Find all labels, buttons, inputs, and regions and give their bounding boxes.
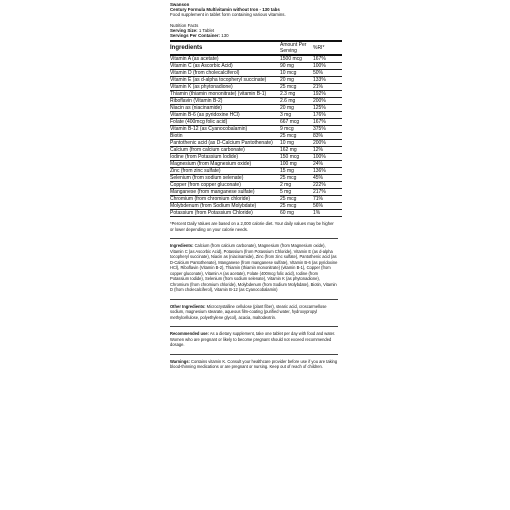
ingredient-name: Niacin as (niacinamide): [170, 105, 280, 112]
ingredient-amount: 667 mcg: [280, 119, 313, 126]
ingredient-name: Riboflavin (Vitamin B-2): [170, 98, 280, 105]
table-row: [170, 105, 342, 112]
ingredient-name: Calcium (from calcium carbonate): [170, 147, 280, 154]
ingredient-name: Vitamin D (from cholecalciferol): [170, 70, 280, 77]
nutrition-facts-title: Nutrition Facts: [170, 22, 199, 28]
ingredient-ri: 56%: [313, 203, 342, 210]
footnote: *Percent Daily Values are based on a 2,000 calorie diet. Your daily values may be higher or lower depending on your calorie needs.: [170, 221, 334, 232]
ingredient-ri: 222%: [313, 182, 342, 189]
ingredient-name: Vitamin B-12 (as Cyanocobalamin): [170, 126, 280, 133]
servings-value: 130: [221, 33, 229, 39]
table-row: [170, 175, 342, 182]
brand-name: Swanson: [170, 2, 190, 7]
servings-per-container: [170, 33, 342, 38]
ingredient-amount: 2.3 mg: [280, 91, 313, 98]
ingredient-amount: 1500 mcg: [280, 55, 313, 63]
ingredient-name: Chromium (from chromium chloride): [170, 196, 280, 203]
product-name: Century Formula Multivitamin without Iron - 130 tabs: [170, 7, 280, 13]
header-ri: %RI*: [313, 41, 342, 55]
ingredient-ri: 100%: [313, 63, 342, 70]
ingredient-ri: 217%: [313, 189, 342, 196]
table-row: [170, 182, 342, 189]
table-row: [170, 70, 342, 77]
ingredient-amount: 150 mcg: [280, 154, 313, 161]
serving-size-label: Serving Size:: [170, 27, 198, 33]
table-row: [170, 168, 342, 175]
ingredient-name: Pantothenic acid (as D-Calcium Pantothenate): [170, 140, 280, 147]
ingredient-name: Copper (from copper gluconate): [170, 182, 280, 189]
table-row: [170, 203, 342, 210]
table-row: [170, 161, 342, 168]
ingredient-name: Thiamin (thiamin mononitrate) (vitamin B-1): [170, 91, 280, 98]
ingredient-amount: 3 mg: [280, 112, 313, 119]
ingredient-amount: 25 mcg: [280, 203, 313, 210]
ingredient-ri: 24%: [313, 161, 342, 168]
ingredient-ri: 176%: [313, 112, 342, 119]
table-row: [170, 210, 342, 217]
table-row: [170, 55, 342, 63]
ingredient-ri: 71%: [313, 196, 342, 203]
ingredient-ri: 167%: [313, 119, 342, 126]
table-row: [170, 154, 342, 161]
section-text: Microcrystalline cellulose (plant fiber), stearic acid, croscarmellose sodium, magnesium stearate, aqueous film-coating (purified water, hydroxypropyl methylcellulose, polyethylene glycol), acacia, maltodextrin.: [170, 303, 327, 320]
ingredient-name: Potassium (from Potassium Chloride): [170, 210, 280, 217]
recommended-use-section: [170, 326, 338, 348]
ingredient-ri: 45%: [313, 175, 342, 182]
ingredient-amount: 90 mg: [280, 63, 313, 70]
ingredient-amount: 20 mg: [280, 105, 313, 112]
serving-size-value: 1 Tablet: [198, 27, 215, 33]
table-row: [170, 196, 342, 203]
ingredient-ri: 200%: [313, 140, 342, 147]
ingredient-name: Vitamin B-6 (as pyridoxine HCl): [170, 112, 280, 119]
ingredient-amount: 10 mg: [280, 140, 313, 147]
section-text: Calcium (from calcium carbonate), Magnesium (from Magnesium oxide), Vitamin C (as Ascorbic Acid), Potassium (from Potassium Chloride), Vitamin E (as d-alpha tocopheryl succinate), Niacin as (niacinamide), Zinc (from zinc sulfate), Pantothenic acid (as D-Calcium Pantothenate), Manganese (from manganese sulfate), Vitamin B-6 (as pyridoxine HCl), Riboflavin (Vitamin B-2), Thiamin (thiamin mononitrate) (vitamin B-1), Copper (from copper gluconate), Vitamin A (as acetate), Folate (400mcg folic acid), Iodine (from Potassium Iodide), Selenium (from sodium selenate), Vitamin K (as phytonadione), Chromium (from chromium chloride), Molybdenum (from Sodium Molybdate), Biotin, Vitamin D (from cholecalciferol), Vitamin B-12 (as Cyanocobalamin): [170, 243, 338, 293]
table-row: [170, 77, 342, 84]
ingredient-amount: 5 mg: [280, 189, 313, 196]
ingredient-amount: 100 mg: [280, 161, 313, 168]
servings-label: Servings Per Container:: [170, 33, 221, 39]
ingredient-ri: 1%: [313, 210, 342, 217]
ingredient-amount: 9 mcg: [280, 126, 313, 133]
ingredient-name: Magnesium (from Magnesium oxide): [170, 161, 280, 168]
ingredient-ri: 136%: [313, 168, 342, 175]
ingredient-ri: 125%: [313, 105, 342, 112]
table-row: [170, 140, 342, 147]
ingredient-ri: 100%: [313, 154, 342, 161]
section-label: Warnings:: [170, 358, 190, 364]
ingredient-ri: 192%: [313, 91, 342, 98]
ingredient-name: Vitamin C (as Ascorbic Acid): [170, 63, 280, 70]
ingredient-name: Folate (400mcg folic acid): [170, 119, 280, 126]
table-row: [170, 147, 342, 154]
ingredient-ri: 375%: [313, 126, 342, 133]
other-ingredients-section: [170, 299, 338, 321]
label-header: [170, 2, 342, 38]
table-body: [170, 55, 342, 217]
ingredient-name: Biotin: [170, 133, 280, 140]
table-row: [170, 98, 342, 105]
ingredient-ri: 21%: [313, 84, 342, 91]
ingredient-name: Vitamin K (as phytonadione): [170, 84, 280, 91]
nutrition-table: [170, 40, 342, 217]
supplement-label: [170, 0, 342, 370]
ingredient-name: Vitamin A (as acetate): [170, 55, 280, 63]
ingredient-amount: 15 mg: [280, 168, 313, 175]
ingredient-ri: 167%: [313, 55, 342, 63]
warnings-section: [170, 354, 338, 370]
ingredient-ri: 83%: [313, 133, 342, 140]
header-ingredients: Ingredients: [170, 41, 280, 55]
ingredient-amount: 25 mcg: [280, 175, 313, 182]
table-row: [170, 126, 342, 133]
section-text: As a dietary supplement, take one tablet per day with food and water. Women who are pregnant or likely to become pregnant should not exceed recommended dosage.: [170, 331, 336, 348]
ingredient-amount: 10 mcg: [280, 70, 313, 77]
ingredient-amount: 25 mcg: [280, 84, 313, 91]
section-text: Contains vitamin K. Consult your healthcare provider before use if you are taking blood-thinning medications or are pregnant or nursing. Keep out of reach of children.: [170, 358, 338, 370]
ingredient-amount: 2 mg: [280, 182, 313, 189]
table-row: [170, 112, 342, 119]
ingredients-section: [170, 238, 338, 293]
ingredient-amount: 2.6 mg: [280, 98, 313, 105]
product-description: Food supplement in tablet form containing various vitamins.: [170, 12, 286, 18]
table-row: [170, 133, 342, 140]
table-row: [170, 119, 342, 126]
label-sections: [170, 238, 342, 370]
section-label: Ingredients:: [170, 243, 194, 249]
ingredient-amount: 20 mg: [280, 77, 313, 84]
ingredient-name: Molybdenum (from Sodium Molybdate): [170, 203, 280, 210]
ingredient-amount: 25 mcg: [280, 196, 313, 203]
ingredient-amount: 60 mg: [280, 210, 313, 217]
ingredient-amount: 162 mg: [280, 147, 313, 154]
ingredient-ri: 133%: [313, 77, 342, 84]
ingredient-amount: 25 mcg: [280, 133, 313, 140]
ingredient-name: Vitamin E (as d-alpha tocopheryl succinate): [170, 77, 280, 84]
table-header-row: [170, 41, 342, 55]
ingredient-name: Manganese (from manganese sulfate): [170, 189, 280, 196]
ingredient-name: Selenium (from sodium selenate): [170, 175, 280, 182]
table-row: [170, 84, 342, 91]
ingredient-name: Iodine (from Potassium Iodide): [170, 154, 280, 161]
ingredient-name: Zinc (from zinc sulfate): [170, 168, 280, 175]
section-label: Other Ingredients:: [170, 303, 206, 309]
ingredient-ri: 200%: [313, 98, 342, 105]
ingredient-ri: 12%: [313, 147, 342, 154]
section-label: Recommended use:: [170, 331, 209, 337]
table-row: [170, 63, 342, 70]
ingredient-ri: 50%: [313, 70, 342, 77]
table-row: [170, 91, 342, 98]
header-amount: Amount Per Serving: [280, 41, 313, 55]
table-row: [170, 189, 342, 196]
